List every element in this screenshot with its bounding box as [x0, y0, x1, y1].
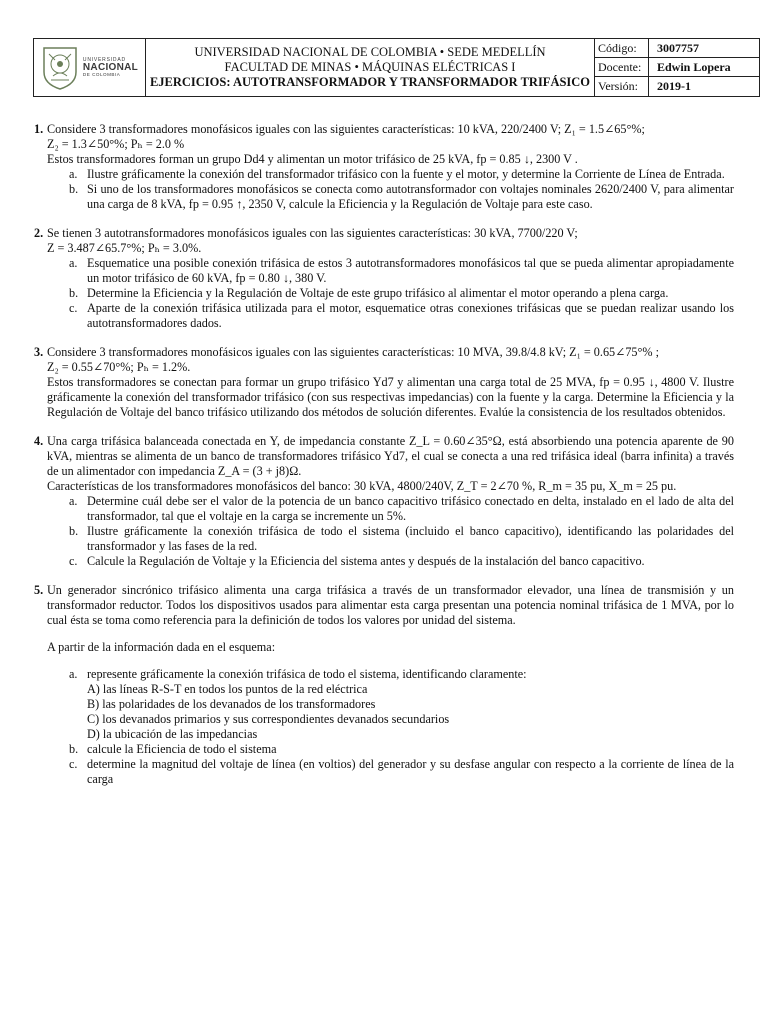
sub-question-letter: c.: [69, 757, 78, 771]
meta-key: Docente:: [595, 58, 649, 76]
logo-line-3: DE COLOMBIA: [82, 71, 121, 77]
problem-2: [34, 226, 734, 331]
sub-question-text: Ilustre gráficamente la conexión trifásica de todo el sistema (incluido el banco capacitivo), identificando las polaridades del transformador y las fases de la red.: [87, 524, 734, 553]
sub-question: [47, 554, 734, 569]
sub-question: [47, 524, 734, 554]
logo-wordmark: [83, 58, 138, 78]
problem-number: 2.: [34, 226, 44, 240]
sub-question-text: Ilustre gráficamente la conexión del transformador trifásico con la fuente y el motor, y determine la Corriente de Línea de Entrada.: [87, 167, 725, 181]
problem-number: 5.: [34, 583, 44, 597]
sub-question-letter: a.: [69, 667, 78, 681]
problem-statement-line: A partir de la información dada en el esquema:: [47, 640, 276, 654]
sub-question-letter: b.: [69, 742, 79, 756]
sub-question: [47, 742, 734, 757]
sub-question: [47, 667, 734, 742]
problem-statement-line: Características de los transformadores monofásicos del banco: 30 kVA, 4800/240V, Z_T = 2∠70 %, R_m = 35 pu, X_m = 25 pu.: [47, 479, 677, 493]
sub-question-letter: c.: [69, 301, 78, 315]
sub-question-text: Determine la Eficiencia y la Regulación de Voltaje de este grupo trifásico al alimentar el motor operando a plena carga.: [87, 286, 669, 300]
problem-statement-line: Considere 3 transformadores monofásicos iguales con las siguientes características: 10 MVA, 39.8/4.8 kV; Z₁ = 0.65∠75°% ;: [47, 345, 659, 359]
sub-question-list: [47, 667, 734, 787]
sub-question-letter: a.: [69, 167, 78, 181]
sub-question: [47, 286, 734, 301]
problem-statement-line: Z = 3.487∠65.7°%; Pₕ = 3.0%.: [47, 241, 202, 255]
meta-key: Código:: [595, 39, 649, 57]
meta-key: Versión:: [595, 77, 649, 96]
problem-statement-line: Una carga trifásica balanceada conectada en Y, de impedancia constante Z_L = 0.60∠35°Ω, está absorbiendo una potencia aparente de 90 kVA, mientras se alimenta de un banco de transformadores trifásico Yd7, el cual se conecta a una red trifásica ideal (barra infinita) a través de un alimentador con impedancia Z_A = (3 + j8)Ω.: [47, 434, 734, 478]
sub-question-text: represente gráficamente la conexión trifásica de todo el sistema, identificando claramente:: [87, 667, 527, 681]
problem-statement-line: Un generador sincrónico trifásico alimenta una carga trifásica a través de un transformador elevador, una línea de transmisión y un transformador reductor. Todos los dispositivos usados para alimentar esta carga presentan una potencia nominal trifásica de 1 MVA, por lo cual ésta se toma como referencia para la definición de todos los valores por unidad del sistema.: [47, 583, 734, 627]
sub-question: [47, 167, 734, 182]
university-seal-icon: [41, 46, 79, 90]
sub-question-item: D) la ubicación de las impedancias: [87, 727, 258, 741]
university-logo: [33, 38, 146, 97]
problem-statement-line: Se tienen 3 autotransformadores monofásicos iguales con las siguientes características: 30 kVA, 7700/220 V;: [47, 226, 578, 240]
problem-number: 4.: [34, 434, 44, 448]
sub-question: [47, 757, 734, 787]
meta-value: 3007757: [657, 40, 699, 55]
sub-question-letter: b.: [69, 286, 79, 300]
header-title-line-3: EJERCICIOS: AUTOTRANSFORMADOR Y TRANSFORMADOR TRIFÁSICO: [149, 75, 591, 89]
problem-number: 3.: [34, 345, 44, 359]
problem-statement-line: Z₂ = 1.3∠50°%; Pₕ = 2.0 %: [47, 137, 185, 151]
sub-question-list: [47, 494, 734, 569]
sub-question-letter: c.: [69, 554, 78, 568]
sub-question-text: determine la magnitud del voltaje de línea (en voltios) del generador y su desfase angular con respecto a la corriente de línea de la carga: [87, 757, 734, 786]
spacer: [47, 628, 734, 640]
logo-line-2: NACIONAL: [82, 61, 139, 73]
document-header: [33, 38, 760, 97]
meta-value: Edwin Lopera: [657, 59, 731, 74]
sub-question-item: B) las polaridades de los devanados de los transformadores: [87, 697, 376, 711]
sub-question: [47, 256, 734, 286]
sub-question-letter: b.: [69, 182, 79, 196]
sub-question-letter: a.: [69, 256, 78, 270]
sub-question: [47, 494, 734, 524]
problem-statement-line: Considere 3 transformadores monofásicos iguales con las siguientes características: 10 kVA, 220/2400 V; Z₁ = 1.5∠65°%;: [47, 122, 645, 136]
spacer: [47, 655, 734, 667]
header-title-block: [146, 38, 594, 97]
sub-question-letter: a.: [69, 494, 78, 508]
sub-question-text: calcule la Eficiencia de todo el sistema: [87, 742, 277, 756]
problem-3: [34, 345, 734, 420]
problem-1: [34, 122, 734, 212]
problem-number: 1.: [34, 122, 44, 136]
sub-question-item: A) las líneas R-S-T en todos los puntos de la red eléctrica: [87, 682, 368, 696]
sub-question-text: Determine cuál debe ser el valor de la potencia de un banco capacitivo trifásico conectado en delta, instalado en el lado de alta del transformador, tal que el voltaje en la carga se incremente un 5%.: [87, 494, 734, 523]
problem-statement-line: Z₂ = 0.55∠70°%; Pₕ = 1.2%.: [47, 360, 191, 374]
sub-question-text: Si uno de los transformadores monofásicos se conecta como autotransformador con voltajes nominales 2620/2400 V, para alimentar una carga de 8 kVA, fp = 0.95 ↑, 2350 V, calcule la Eficiencia y la Regulación de Voltaje para este caso.: [87, 182, 734, 211]
sub-question-text: Aparte de la conexión trifásica utilizada para el motor, esquematice otras conexiones trifásicas que se puedan realizar usando los autotransformadores dados.: [87, 301, 734, 330]
sub-question: [47, 182, 734, 212]
sub-question-list: [47, 167, 734, 212]
sub-question-letter: b.: [69, 524, 79, 538]
sub-question-item: C) los devanados primarios y sus correspondientes devanados secundarios: [87, 712, 450, 726]
sub-question-text: Esquematice una posible conexión trifásica de estos 3 autotransformadores monofásicos tal que se pueda alimentar apropiadamente un motor trifásico de 60 kVA, fp = 0.80 ↓, 380 V.: [87, 256, 734, 285]
header-title-line-2: FACULTAD DE MINAS • MÁQUINAS ELÉCTRICAS I: [224, 60, 516, 74]
sub-question-list: [47, 256, 734, 331]
sub-question-text: Calcule la Regulación de Voltaje y la Eficiencia del sistema antes y después de la instalación del banco capacitivo.: [87, 554, 645, 568]
header-title-line-1: UNIVERSIDAD NACIONAL DE COLOMBIA • SEDE MEDELLÍN: [194, 45, 546, 59]
meta-row-teacher: [595, 58, 759, 77]
meta-row-code: [595, 39, 759, 58]
problem-statement-line: Estos transformadores se conectan para formar un grupo trifásico Yd7 y alimentan una carga total de 25 MVA, fp = 0.95 ↓, 4800 V. Ilustre gráficamente la conexión del transformador trifásico (con sus respectivas impedancias) con la fuente y la carga. Determine la Eficiencia y la Regulación de Voltaje del banco trifásico utilizando dos métodos de solución diferentes. Evalúe la consistencia de los resultados obtenidos.: [47, 375, 734, 419]
problem-list: [34, 122, 734, 801]
meta-value: 2019-1: [657, 79, 691, 93]
sub-question: [47, 301, 734, 331]
course-meta-table: [594, 38, 760, 97]
meta-row-version: [595, 77, 759, 96]
problem-statement-line: Estos transformadores forman un grupo Dd4 y alimentan un motor trifásico de 25 kVA, fp = 0.85 ↓, 2300 V .: [47, 152, 578, 166]
logo-line-1: UNIVERSIDAD: [82, 56, 126, 63]
problem-5: [34, 583, 734, 787]
problem-4: [34, 434, 734, 569]
